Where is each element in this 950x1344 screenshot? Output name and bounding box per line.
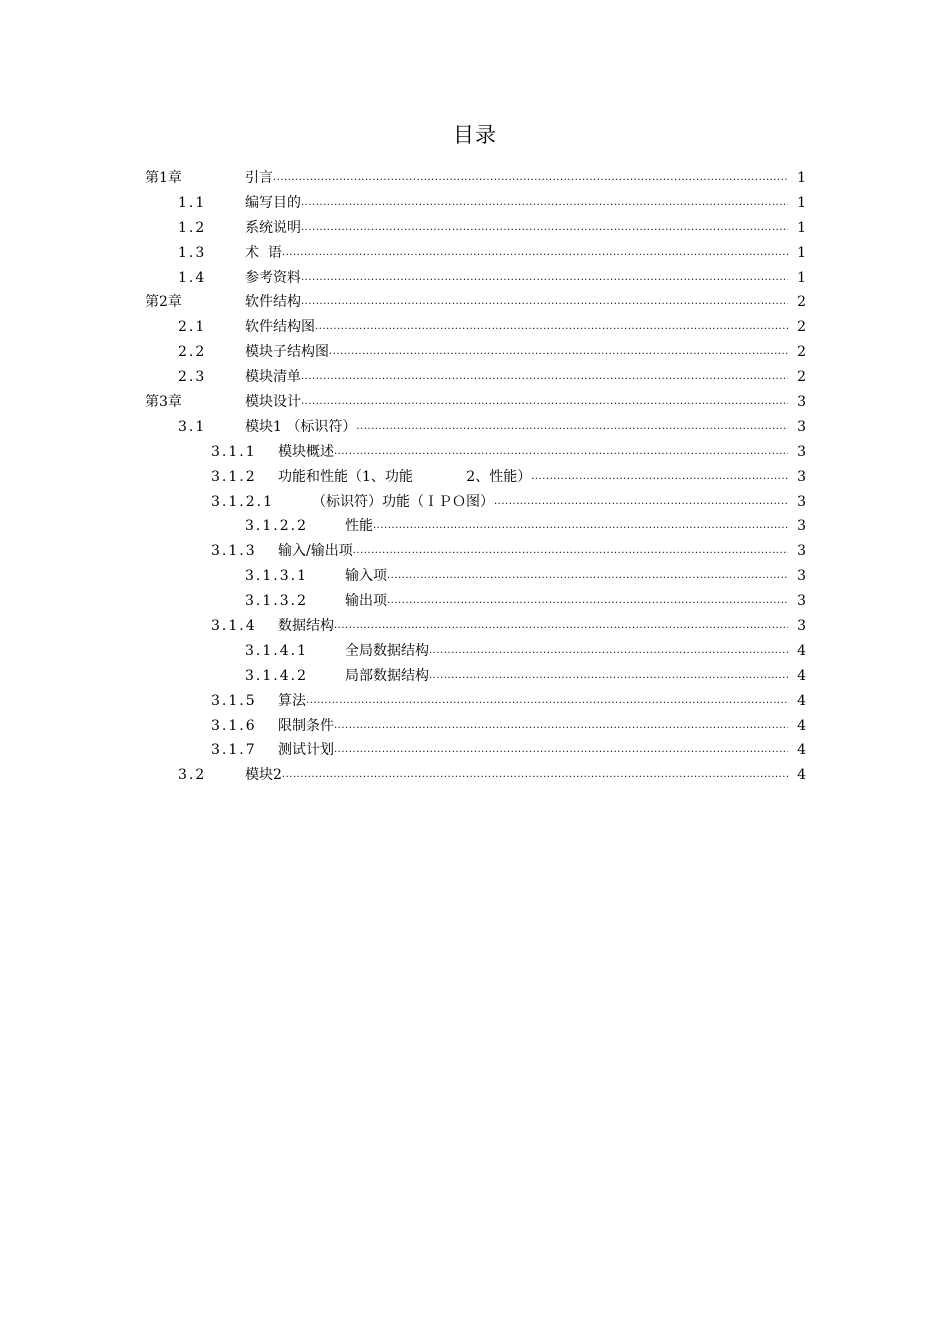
toc-entry-label — [345, 564, 788, 589]
toc-entry-text: 输入项 — [345, 568, 387, 585]
toc-entry[interactable] — [145, 564, 806, 589]
toc-entry[interactable] — [145, 664, 806, 689]
toc-entry-label — [278, 738, 788, 763]
toc-entry-page-number: 3 — [797, 418, 806, 435]
toc-entry-text: 性能 — [345, 518, 373, 535]
toc-entry-label — [278, 440, 788, 465]
toc-entry-text: 算法 — [278, 692, 306, 709]
toc-entry[interactable] — [145, 390, 806, 415]
toc-entry-number: 3.1.4 — [211, 618, 257, 635]
toc-entry-label — [245, 415, 788, 440]
toc-entry-page-number: 1 — [797, 219, 806, 236]
toc-entry[interactable] — [145, 340, 806, 365]
toc-leader-dots — [353, 539, 788, 564]
toc-entry-page-number: 4 — [797, 767, 806, 784]
toc-entry[interactable] — [145, 440, 806, 465]
toc-entry-label — [245, 166, 788, 191]
toc-entry-text: 系统说明 — [245, 219, 301, 236]
toc-entry-text: 限制条件 — [278, 717, 334, 734]
toc-entry-page-number: 2 — [797, 319, 806, 336]
toc-entry[interactable] — [145, 589, 806, 614]
toc-entry-number: 3.1.6 — [211, 717, 257, 734]
toc-entry-text: 模块1 （标识符） — [245, 418, 357, 435]
toc-entry-page-number: 2 — [797, 369, 806, 386]
toc-leader-dots — [387, 564, 788, 589]
toc-entry-number: 第3章 — [145, 394, 182, 411]
toc-entry-page-number: 1 — [797, 244, 806, 261]
toc-entry-page-number: 4 — [797, 667, 806, 684]
toc-leader-dots — [282, 241, 788, 266]
toc-entry-page-number: 3 — [797, 543, 806, 560]
toc-entry-text: 功能和性能（1、功能 2、性能） — [278, 468, 532, 485]
toc-entry-label — [245, 241, 788, 266]
toc-entry-number: 第1章 — [145, 170, 182, 186]
toc-entry-page-number: 2 — [797, 344, 806, 361]
toc-leader-dots — [329, 340, 788, 365]
table-of-contents — [145, 166, 806, 788]
toc-leader-dots — [429, 664, 788, 689]
toc-entry[interactable] — [145, 639, 806, 664]
toc-entry-text: 软件结构 — [245, 294, 301, 311]
toc-entry-page-number: 1 — [797, 194, 806, 211]
toc-entry-text: 模块子结构图 — [245, 344, 329, 361]
toc-leader-dots — [301, 216, 788, 241]
toc-entry-page-number: 4 — [797, 717, 806, 734]
toc-entry-text: 参考资料 — [245, 269, 301, 286]
toc-entry[interactable] — [145, 191, 806, 216]
toc-entry-label — [245, 365, 788, 390]
toc-entry-number: 3.1 — [178, 418, 207, 435]
toc-entry-label — [278, 689, 788, 714]
toc-entry-page-number: 4 — [797, 742, 806, 759]
toc-entry-label — [245, 290, 788, 315]
toc-entry-label — [278, 465, 788, 490]
toc-entry-label — [245, 763, 788, 788]
toc-title: 目录 — [453, 123, 497, 147]
toc-entry-number: 3.1.5 — [211, 692, 257, 709]
toc-entry[interactable] — [145, 539, 806, 564]
toc-entry[interactable] — [145, 689, 806, 714]
toc-entry[interactable] — [145, 365, 806, 390]
toc-entry-page-number: 3 — [797, 568, 806, 585]
toc-leader-dots — [301, 266, 788, 291]
toc-leader-dots — [356, 415, 788, 440]
toc-entry-number: 3.1.3 — [211, 543, 257, 560]
toc-entry-text: 模块设计 — [245, 394, 301, 411]
toc-entry[interactable] — [145, 241, 806, 266]
toc-entry-page-number: 3 — [797, 468, 806, 485]
toc-leader-dots — [301, 365, 788, 390]
toc-leader-dots — [373, 514, 788, 539]
toc-entry-number: 3.1.3.1 — [245, 568, 308, 585]
toc-entry[interactable] — [145, 714, 806, 739]
toc-entry-label — [245, 216, 788, 241]
toc-entry-number: 1.2 — [178, 219, 207, 236]
toc-entry-page-number: 3 — [797, 394, 806, 411]
toc-leader-dots — [334, 440, 788, 465]
toc-entry-page-number: 1 — [797, 170, 806, 186]
toc-leader-dots — [306, 689, 788, 714]
toc-entry-text: 模块清单 — [245, 369, 301, 386]
toc-entry-page-number: 3 — [797, 518, 806, 535]
toc-entry-label — [278, 614, 788, 639]
toc-entry-label — [312, 490, 788, 515]
toc-entry-label — [245, 315, 788, 340]
toc-leader-dots — [301, 290, 788, 315]
toc-entry[interactable] — [145, 490, 806, 515]
toc-entry-label — [245, 191, 788, 216]
toc-entry-page-number: 1 — [797, 269, 806, 286]
toc-leader-dots — [315, 315, 788, 340]
toc-entry-label — [245, 266, 788, 291]
toc-entry-label — [345, 514, 788, 539]
toc-entry-label — [278, 714, 788, 739]
toc-entry-text: 全局数据结构 — [345, 642, 429, 659]
toc-entry[interactable] — [145, 315, 806, 340]
toc-leader-dots — [494, 490, 788, 515]
toc-entry[interactable] — [145, 614, 806, 639]
toc-entry-label — [345, 639, 788, 664]
toc-leader-dots — [282, 763, 788, 788]
toc-entry-text: 局部数据结构 — [345, 667, 429, 684]
toc-leader-dots — [301, 191, 788, 216]
toc-leader-dots — [273, 166, 788, 191]
toc-entry[interactable] — [145, 290, 806, 315]
toc-entry-number: 3.1.2.1 — [211, 493, 274, 510]
toc-entry-text: 术 语 — [245, 244, 282, 261]
toc-entry-text: 输出项 — [345, 593, 387, 610]
toc-entry[interactable] — [145, 266, 806, 291]
toc-entry-label — [345, 664, 788, 689]
toc-entry-page-number: 4 — [797, 642, 806, 659]
toc-entry-number: 3.2 — [178, 767, 207, 784]
toc-entry-number: 3.1.2.2 — [245, 518, 308, 535]
toc-entry-number: 3.1.3.2 — [245, 593, 308, 610]
toc-entry-page-number: 3 — [797, 493, 806, 510]
toc-entry-text: 测试计划 — [278, 742, 334, 759]
toc-entry-number: 第2章 — [145, 294, 182, 311]
toc-entry-number: 3.1.4.1 — [245, 642, 308, 659]
toc-entry-page-number: 3 — [797, 443, 806, 460]
toc-entry-label — [278, 539, 788, 564]
toc-entry-text: （标识符）功能（ＩＰＯ图） — [312, 493, 494, 510]
toc-leader-dots — [429, 639, 788, 664]
toc-entry-number: 3.1.7 — [211, 742, 257, 759]
toc-entry-page-number: 4 — [797, 692, 806, 709]
toc-entry-number: 3.1.1 — [211, 443, 257, 460]
toc-entry-number: 3.1.4.2 — [245, 667, 308, 684]
toc-entry[interactable] — [145, 763, 806, 788]
toc-entry[interactable] — [145, 465, 806, 490]
toc-entry[interactable] — [145, 514, 806, 539]
toc-entry-page-number: 3 — [797, 618, 806, 635]
toc-entry[interactable] — [145, 738, 806, 763]
toc-entry-number: 2.2 — [178, 344, 207, 361]
toc-leader-dots — [387, 589, 788, 614]
toc-entry-text: 输入/输出项 — [278, 543, 353, 560]
toc-entry-number: 1.1 — [178, 194, 207, 211]
toc-entry-label — [245, 340, 788, 365]
toc-entry-text: 软件结构图 — [245, 319, 315, 336]
toc-entry-number: 1.4 — [178, 269, 207, 286]
toc-leader-dots — [334, 714, 788, 739]
toc-entry-page-number: 3 — [797, 593, 806, 610]
toc-entry[interactable] — [145, 415, 806, 440]
toc-entry-text: 引言 — [245, 170, 273, 186]
toc-entry[interactable] — [145, 166, 806, 191]
toc-entry-label — [245, 390, 788, 415]
toc-entry-page-number: 2 — [797, 294, 806, 311]
toc-entry-number: 1.3 — [178, 244, 207, 261]
toc-entry-number: 2.1 — [178, 319, 207, 336]
toc-entry-text: 模块2 — [245, 767, 282, 784]
toc-entry-number: 3.1.2 — [211, 468, 257, 485]
toc-leader-dots — [301, 390, 788, 415]
toc-entry-label — [345, 589, 788, 614]
toc-leader-dots — [531, 465, 788, 490]
toc-entry-number: 2.3 — [178, 369, 207, 386]
toc-entry-text: 数据结构 — [278, 618, 334, 635]
toc-entry[interactable] — [145, 216, 806, 241]
toc-entry-text: 模块概述 — [278, 443, 334, 460]
toc-leader-dots — [334, 614, 788, 639]
toc-entry-text: 编写目的 — [245, 194, 301, 211]
toc-leader-dots — [334, 738, 788, 763]
